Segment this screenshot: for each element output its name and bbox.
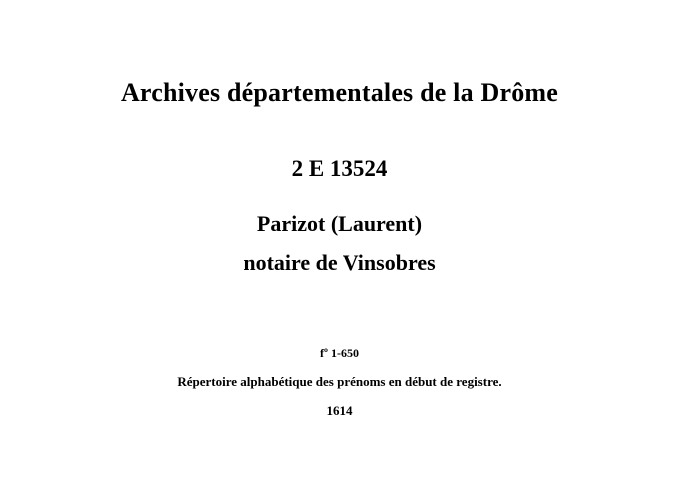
- document-note: Répertoire alphabétique des prénoms en début de registre.: [177, 374, 502, 389]
- notary-name: Parizot (Laurent): [256, 211, 423, 236]
- notary-place: notaire de Vinsobres: [243, 250, 436, 275]
- document-year: 1614: [326, 403, 353, 418]
- folio-range: fº 1-650: [320, 346, 359, 360]
- archive-title: Archives départementales de la Drôme: [120, 78, 559, 107]
- reference-code: 2 E 13524: [291, 156, 388, 181]
